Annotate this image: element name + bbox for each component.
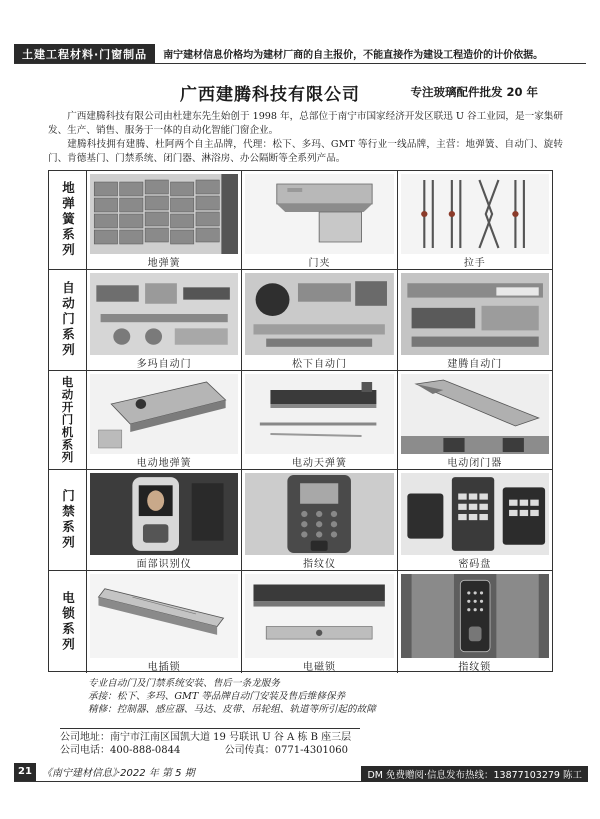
product-caption: 门夹: [308, 258, 331, 269]
product-row-electric-lock: [49, 571, 552, 673]
service-line: 承接：松下、多玛、GMT 等品牌自动门安装及售后维修保养: [88, 691, 346, 702]
category-cell: [49, 270, 87, 370]
product-cell: [242, 270, 397, 370]
category-label: 电锁系列: [60, 591, 76, 653]
company-address: 公司地址：南宁市江南区国凯大道 19 号联讯 U 谷 A 栋 B 座三层: [60, 732, 352, 743]
page-number: 21: [14, 763, 36, 781]
product-caption: 建腾自动门: [447, 359, 503, 370]
electric-floor-spring-photo: [90, 374, 238, 454]
jianteng-door-parts-photo: [401, 273, 549, 355]
keypad-photo: [401, 473, 549, 555]
glass-clamp-photo: [245, 174, 393, 254]
product-caption: 松下自动门: [291, 359, 347, 370]
product-caption: 面部识别仪: [136, 559, 192, 570]
page-footer: [14, 762, 588, 782]
info-hotline: DM 免费赠阅·信息发布热线：13877103279 陈工: [361, 766, 588, 782]
product-grid: [48, 170, 553, 672]
face-recognition-device-photo: [90, 473, 238, 555]
fingerprint-device-photo: [245, 473, 393, 555]
product-caption: 电动地弹簧: [136, 458, 192, 469]
product-cell: [242, 470, 397, 570]
product-cell: [87, 470, 242, 570]
contact-block: [60, 728, 360, 757]
category-label: 门禁系列: [60, 489, 76, 551]
section-category: 土建工程材料·门窗制品: [14, 44, 155, 63]
product-caption: 电动闭门器: [447, 458, 503, 469]
floor-spring-boxes-photo: [90, 174, 238, 254]
electric-door-closer-photo: [401, 374, 549, 454]
category-cell: [49, 470, 87, 570]
service-line: 精修：控制器、感应器、马达、皮带、吊轮组、轨道等所引起的故障: [88, 704, 376, 715]
product-cell: [87, 270, 242, 370]
category-label: 电动开门机系列: [60, 376, 75, 464]
service-line: 专业自动门及门禁系统安装、售后一条龙服务: [88, 678, 280, 689]
product-cell: [242, 571, 397, 673]
product-row-floor-spring: [49, 171, 552, 270]
company-intro: [48, 110, 563, 166]
intro-paragraph: 广西建腾科技有限公司由杜建东先生始创于 1998 年，总部位于南宁市国家经济开发区联迅 U 谷工业园，是一家集研发、生产、销售、服务于一体的自动化智能门窗企业。: [48, 111, 563, 136]
service-list: [88, 677, 376, 716]
electric-bolt-lock-photo: [90, 574, 238, 658]
category-label: 自动门系列: [60, 281, 76, 359]
intro-paragraph: 建腾科技拥有建腾、杜阿两个自主品牌，代理：松下、多玛、GMT 等行业一线品牌，主营：地弹簧、自动门、旋转门、肯德基门、门禁系统、闭门器、淋浴房、办公隔断等全系列产品。: [48, 139, 563, 164]
product-cell: [398, 270, 552, 370]
fingerprint-lock-photo: [401, 574, 549, 658]
dorma-door-parts-photo: [90, 273, 238, 355]
product-caption: 电磁锁: [302, 662, 336, 673]
product-row-access-control: [49, 470, 552, 571]
product-caption: 拉手: [463, 258, 486, 269]
product-row-automatic-door: [49, 270, 552, 371]
product-cell: [398, 571, 552, 673]
product-cell: [398, 470, 552, 570]
category-label: 地弹簧系列: [60, 181, 76, 259]
company-title: 广西建腾科技有限公司: [180, 85, 360, 105]
product-caption: 指纹锁: [458, 662, 492, 673]
product-caption: 多玛自动门: [136, 359, 192, 370]
door-handles-photo: [401, 174, 549, 254]
product-cell: [87, 371, 242, 469]
category-cell: [49, 571, 87, 673]
electric-ceiling-spring-photo: [245, 374, 393, 454]
company-fax: 公司传真：0771-4301060: [224, 745, 348, 756]
company-phone: 公司电话：400-888-0844: [60, 745, 181, 756]
product-cell: [242, 371, 397, 469]
header-bar: [14, 44, 586, 64]
company-tagline: 专注玻璃配件批发 20 年: [410, 85, 538, 99]
product-caption: 地弹簧: [147, 258, 181, 269]
category-cell: [49, 371, 87, 469]
panasonic-door-parts-photo: [245, 273, 393, 355]
product-caption: 指纹仪: [302, 559, 336, 570]
category-cell: [49, 171, 87, 269]
product-caption: 电动天弹簧: [291, 458, 347, 469]
product-cell: [242, 171, 397, 269]
product-cell: [398, 371, 552, 469]
magnetic-lock-photo: [245, 574, 393, 658]
product-cell: [87, 171, 242, 269]
product-row-electric-opener: [49, 371, 552, 470]
product-cell: [398, 171, 552, 269]
product-caption: 电插锁: [147, 662, 181, 673]
product-caption: 密码盘: [458, 559, 492, 570]
magazine-issue: 《南宁建材信息》·2022 年 第 5 期: [42, 768, 195, 779]
price-notice: 南宁建材信息价格均为建材厂商的自主报价，不能直接作为建设工程造价的计价依据。: [163, 50, 544, 61]
product-cell: [87, 571, 242, 673]
